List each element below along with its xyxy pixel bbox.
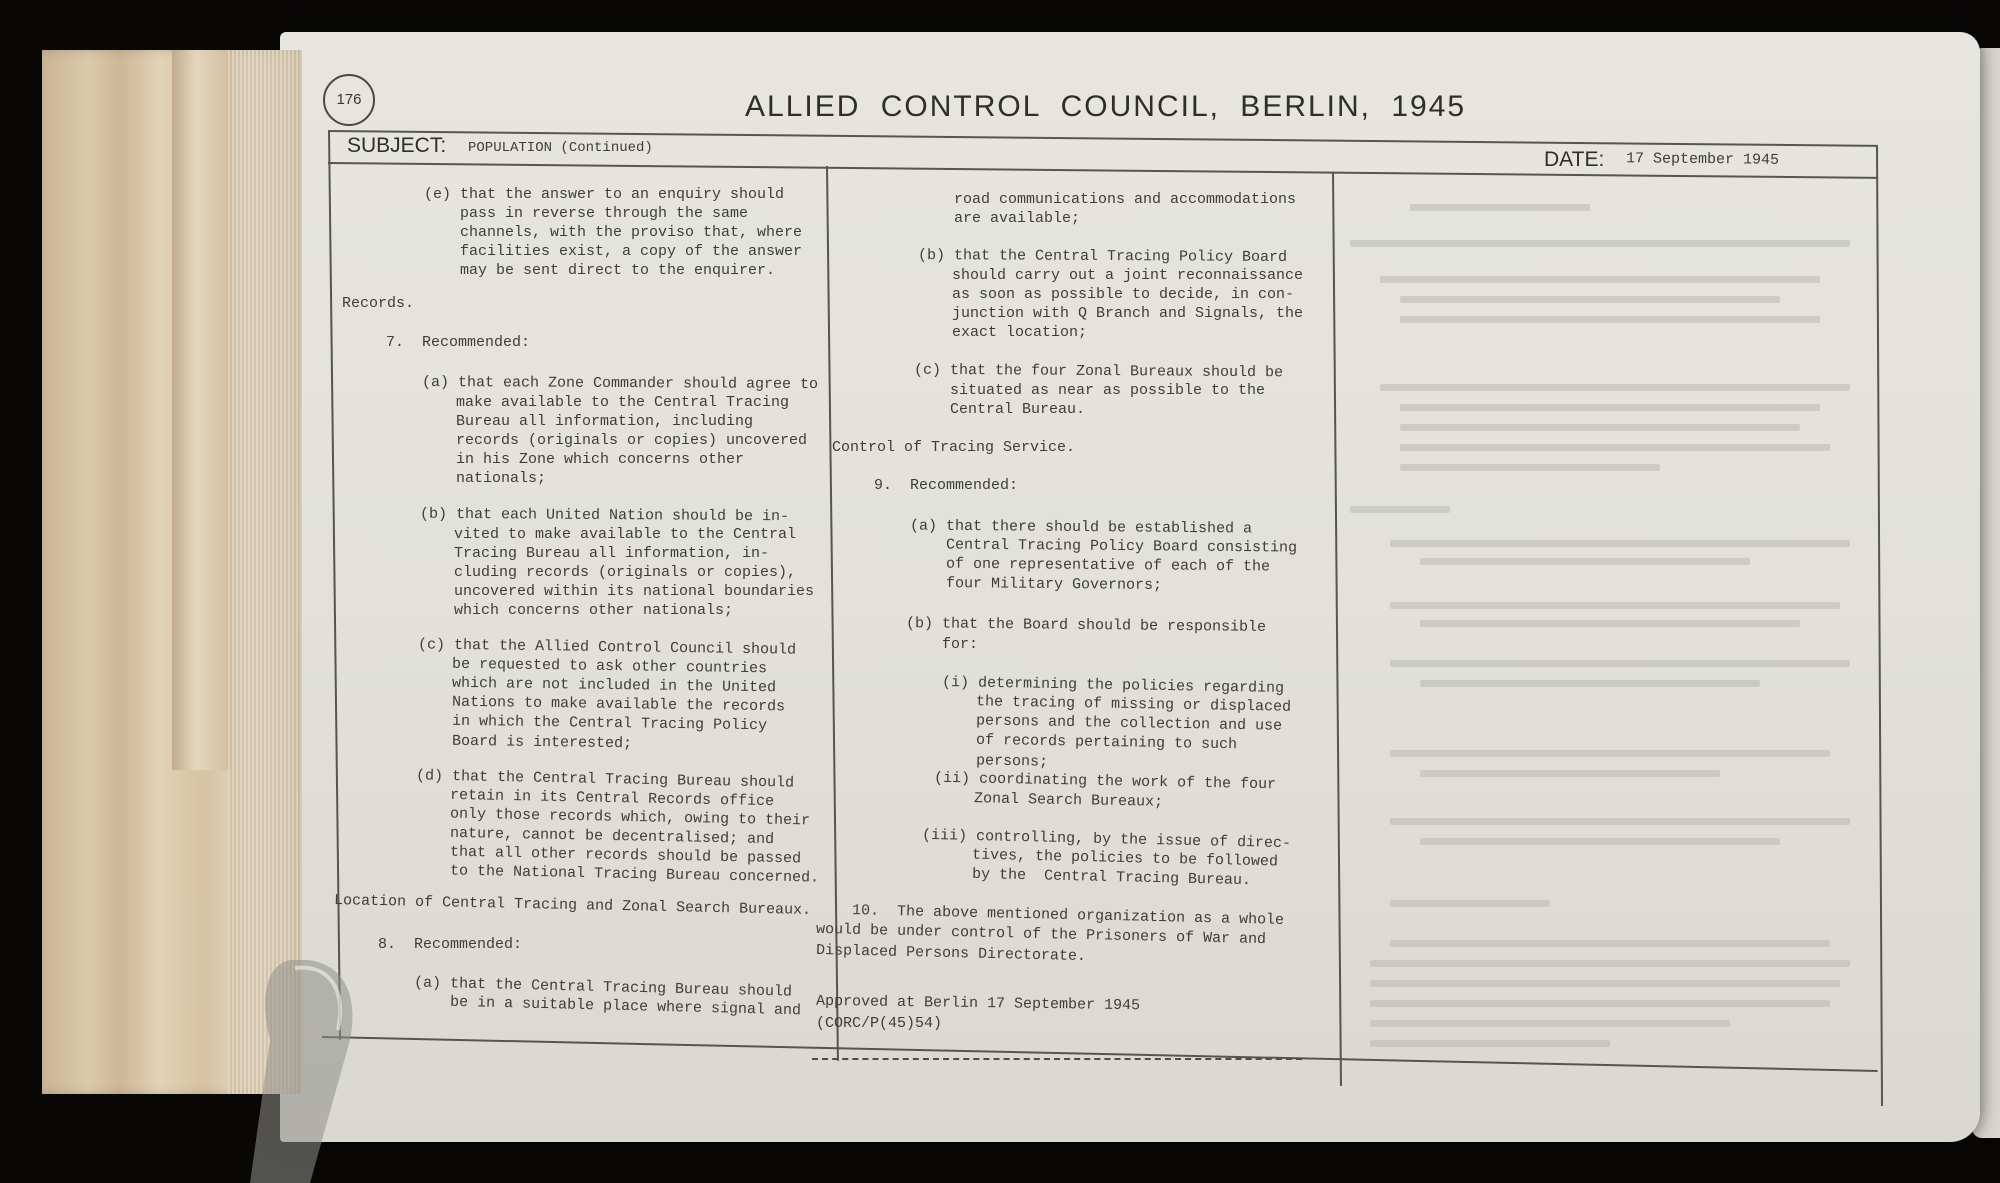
middle-line: road communications and accommodations xyxy=(954,191,1297,208)
show-through-text xyxy=(1380,384,1850,391)
show-through-text xyxy=(1420,680,1760,687)
left-line: may be sent direct to the enquirer. xyxy=(460,262,776,279)
approval-line: Approved at Berlin 17 September 1945 xyxy=(815,992,1141,1015)
show-through-text xyxy=(1390,750,1830,757)
left-line: Board is interested; xyxy=(451,732,633,753)
middle-line: for: xyxy=(942,636,979,653)
middle-line: persons; xyxy=(975,752,1049,771)
middle-line: exact location; xyxy=(952,324,1088,341)
left-line: which are not included in the United xyxy=(451,674,777,697)
left-line: channels, with the proviso that, where xyxy=(460,224,803,241)
show-through-text xyxy=(1370,1040,1610,1047)
section-heading: Records. xyxy=(342,295,415,312)
middle-line: (a) that there should be established a xyxy=(909,517,1253,538)
stacked-page-edges xyxy=(42,50,302,1094)
left-line: 8. Recommended: xyxy=(378,936,523,953)
book-holder-clip xyxy=(250,960,370,1183)
left-line: (e) that the answer to an enquiry should xyxy=(424,186,785,203)
date-value: 17 September 1945 xyxy=(1625,150,1780,169)
show-through-text xyxy=(1410,204,1590,211)
left-line: facilities exist, a copy of the answer xyxy=(460,243,803,260)
middle-line: Central Tracing Policy Board consisting xyxy=(945,536,1298,557)
subject-value: POPULATION (Continued) xyxy=(468,140,653,156)
left-line: retain in its Central Records office xyxy=(449,786,775,811)
show-through-text xyxy=(1400,464,1660,471)
section-heading: Location of Central Tracing and Zonal Search Bureaux. xyxy=(333,892,812,919)
show-through-text xyxy=(1370,960,1850,967)
middle-line: Zonal Search Bureaux; xyxy=(973,790,1164,811)
page-number: 176 xyxy=(323,74,375,126)
middle-line: 10. The above mentioned organization as a whole xyxy=(851,902,1285,929)
left-line: be in a suitable place where signal and xyxy=(449,993,802,1020)
left-line: 7. Recommended: xyxy=(386,334,531,351)
show-through-text xyxy=(1420,838,1780,845)
left-line: (c) that the Allied Control Council should xyxy=(417,636,797,659)
left-line: be requested to ask other countries xyxy=(451,655,768,678)
show-through-text xyxy=(1370,980,1840,987)
left-line: vited to make available to the Central xyxy=(454,526,797,543)
show-through-text xyxy=(1420,770,1720,777)
show-through-text xyxy=(1400,316,1820,323)
show-through-text xyxy=(1390,540,1850,547)
left-line: that all other records should be passed xyxy=(449,843,802,868)
middle-line: of records pertaining to such xyxy=(975,731,1238,754)
left-line: Tracing Bureau all information, in- xyxy=(454,545,770,562)
middle-line: persons and the collection and use xyxy=(975,712,1283,735)
show-through-text xyxy=(1380,276,1820,283)
show-through-text xyxy=(1390,602,1840,609)
left-line: records (originals or copies) uncovered xyxy=(456,432,808,449)
middle-line: situated as near as possible to the xyxy=(950,382,1266,399)
dashed-separator xyxy=(812,1058,1302,1060)
section-heading: Control of Tracing Service. xyxy=(832,439,1076,456)
left-line: to the National Tracing Bureau concerned. xyxy=(449,862,820,887)
left-line: uncovered within its national boundaries xyxy=(454,583,815,600)
show-through-text xyxy=(1390,818,1850,825)
show-through-text xyxy=(1350,506,1450,513)
subject-label: SUBJECT: xyxy=(347,134,447,157)
show-through-text xyxy=(1400,424,1800,431)
left-line: (b) that each United Nation should be in- xyxy=(419,505,790,526)
middle-line: four Military Governors; xyxy=(945,575,1163,594)
show-through-text xyxy=(1400,296,1780,303)
left-line: (a) that the Central Tracing Bureau should xyxy=(413,974,793,1001)
middle-line: 9. Recommended: xyxy=(874,477,1019,494)
left-line: which concerns other nationals; xyxy=(454,602,734,619)
left-line: nature, cannot be decentralised; and xyxy=(449,824,775,849)
middle-line: by the Central Tracing Bureau. xyxy=(971,865,1252,890)
show-through-text xyxy=(1400,404,1820,411)
show-through-text xyxy=(1390,900,1550,907)
left-line: cluding records (originals or copies), xyxy=(454,564,797,581)
left-line: (d) that the Central Tracing Bureau should xyxy=(415,767,795,792)
middle-line: junction with Q Branch and Signals, the xyxy=(952,305,1304,322)
middle-line: should carry out a joint reconnaissance xyxy=(952,267,1304,284)
middle-line: (i) determining the policies regarding xyxy=(941,674,1285,697)
left-line: only those records which, owing to their xyxy=(449,805,811,830)
left-line: make available to the Central Tracing xyxy=(456,394,790,411)
show-through-text xyxy=(1390,940,1830,947)
middle-line: (ii) coordinating the work of the four xyxy=(933,769,1277,794)
left-line: Nations to make available the records xyxy=(451,693,786,716)
show-through-text xyxy=(1390,660,1850,667)
left-line: pass in reverse through the same xyxy=(460,205,749,222)
show-through-text xyxy=(1370,1000,1830,1007)
middle-line: (b) that the Central Tracing Policy Board xyxy=(917,247,1288,266)
middle-line: would be under control of the Prisoners of War and xyxy=(815,920,1267,949)
show-through-text xyxy=(1350,240,1850,247)
middle-line: Central Bureau. xyxy=(950,401,1086,418)
left-line: (a) that each Zone Commander should agree to xyxy=(421,373,819,394)
approval-reference: (CORC/P(45)54) xyxy=(816,1015,943,1032)
middle-line: Displaced Persons Directorate. xyxy=(815,941,1087,966)
show-through-text xyxy=(1400,444,1830,451)
left-line: in which the Central Tracing Policy xyxy=(451,712,768,735)
show-through-text xyxy=(1420,558,1750,565)
middle-line: are available; xyxy=(954,210,1081,227)
middle-line: as soon as possible to decide, in con- xyxy=(952,286,1295,303)
left-line: in his Zone which concerns other xyxy=(456,451,745,468)
middle-line: (c) that the four Zonal Bureaux should be xyxy=(913,361,1284,382)
left-line: Bureau all information, including xyxy=(456,413,754,430)
show-through-text xyxy=(1370,1020,1730,1027)
middle-line: (b) that the Board should be responsible xyxy=(905,615,1267,636)
left-line: nationals; xyxy=(456,470,547,487)
document-title: ALLIED CONTROL COUNCIL, BERLIN, 1945 xyxy=(745,90,1467,123)
date-label: DATE: xyxy=(1544,148,1605,171)
middle-line: tives, the policies to be followed xyxy=(971,846,1279,871)
middle-line: of one representative of each of the xyxy=(945,555,1271,576)
middle-line: (iii) controlling, by the issue of direc- xyxy=(921,826,1292,853)
show-through-text xyxy=(1420,620,1800,627)
middle-line: the tracing of missing or displaced xyxy=(975,693,1292,716)
